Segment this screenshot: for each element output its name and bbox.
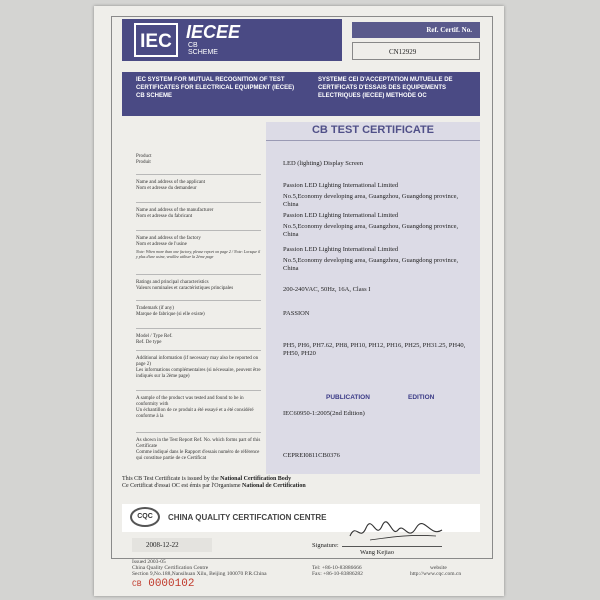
- footer-issued: Issued 2003-05: [132, 559, 166, 565]
- footer-fax: Fax: +86-10-83886282: [312, 571, 363, 577]
- label-trademark: Trademark (if any) Marque de fabrique (si elle existe): [136, 306, 205, 317]
- value-standard: IEC60950-1:2005(2nd Edition): [283, 410, 365, 417]
- divider: [136, 432, 261, 433]
- label-product: Product Produit: [136, 154, 152, 165]
- label-test-report: As shown in the Test Report Ref. No. which forms part of this Certificate Comme indiqué dans le Rapport d'essais numéro de référence qui constitue partie de ce Certificat: [136, 438, 261, 461]
- label-additional-info: Additional information (if necessary may also be reported on page 2) Les informations complémentaires (si nécessaire, peuvent être indiqués sur la 2ème page): [136, 356, 261, 379]
- certificate-title: CB TEST CERTIFICATE: [311, 124, 434, 136]
- ref-certif-value: CN12929: [352, 42, 480, 60]
- signature-label: Signature:: [312, 542, 339, 549]
- title-divider: [266, 140, 480, 141]
- footer-website-label: website: [430, 565, 447, 571]
- value-factory: Passion LED Lighting International Limited No.5,Economy developing area, Guangzhou, Guangdong province, China: [283, 246, 459, 272]
- divider: [136, 230, 261, 231]
- signatory-name: Wang Kejiao: [360, 549, 394, 556]
- value-ratings: 200-240VAC, 50Hz, 16A, Class I: [283, 286, 371, 293]
- signature-scrawl: [346, 518, 446, 546]
- divider: [136, 350, 261, 351]
- divider: [136, 202, 261, 203]
- value-model: PH5, PH6, PH7.62, PH8, PH10, PH12, PH16, PH25, PH31.25, PH40, PH50, PH20: [283, 342, 466, 357]
- iecee-logo-text: IECEE: [186, 22, 241, 42]
- scheme-logo-text: SCHEME: [188, 49, 218, 56]
- ref-certif-label: Ref. Certif. No.: [352, 22, 480, 38]
- divider: [136, 328, 261, 329]
- cqc-name: CHINA QUALITY CERTIFCATION CENTRE: [168, 513, 327, 522]
- label-model: Model / Type Ref. Ref. De type: [136, 334, 173, 345]
- system-title-en: IEC SYSTEM FOR MUTUAL RECOGNITION OF TEST CERTIFICATES FOR ELECTRICAL EQUIPMENT (IECEE) CB SCHEME: [136, 77, 295, 99]
- issuance-statement: This CB Test Certificate is issued by the National Certification Body Ce Certificat d'essai OC est émis par l'Organisme National de Certification: [122, 476, 306, 489]
- value-applicant: Passion LED Lighting International Limited No.5,Economy developing area, Guangzhou, Guangdong province, China: [283, 182, 459, 208]
- publication-header: PUBLICATION: [326, 394, 370, 401]
- cb-logo-text: CB: [188, 42, 198, 49]
- cqc-logo: CQC: [130, 507, 160, 527]
- value-test-report: CEPREI0811CB0376: [283, 452, 340, 459]
- label-factory: Name and address of the factory Nom et adresse de l'usine Note: When more than one factory, please report on page 2 / Note: Lorsque il y plus d'une usine, veuillez utiliser la 2ème page: [136, 236, 261, 259]
- divider: [136, 174, 261, 175]
- value-manufacturer: Passion LED Lighting International Limited No.5,Economy developing area, Guangzhou, Guangdong province, China: [283, 212, 459, 238]
- label-conformity: A sample of the product was tested and found to be in conformity with Un échantillon de ce produit a été essayé et a été considéré conforme à la: [136, 396, 254, 419]
- divider: [136, 274, 261, 275]
- footer-tel: Tel: +86-10-83886666: [312, 565, 362, 571]
- system-title-fr: SYSTEME CEI D'ACCEPTATION MUTUELLE DE CERTIFICATS D'ESSAIS DES EQUIPEMENTS ELECTRIQUES (IECEE) METHODE OC: [318, 77, 453, 99]
- iec-logo: IEC: [134, 23, 178, 57]
- serial-number: CB 0000102: [132, 578, 195, 590]
- edition-header: EDITION: [408, 394, 435, 401]
- footer-org: China Quality Certification Centre: [132, 565, 209, 571]
- label-manufacturer: Name and address of the manufacturer Nom et adresse du fabricant: [136, 208, 214, 219]
- footer-address: Section 9,No.188,Nansihuan Xilu, Beijing 100070 P.R.China: [132, 571, 267, 577]
- label-ratings: Ratings and principal characteristics Valeurs nominales et caractéristiques principales: [136, 280, 234, 291]
- signature-line: [342, 546, 442, 547]
- divider: [136, 390, 261, 391]
- values-panel: [266, 122, 480, 474]
- divider: [136, 300, 261, 301]
- footer-website[interactable]: http://www.cqc.com.cn: [410, 571, 462, 577]
- label-applicant: Name and address of the applicant Nom et adresse du demandeur: [136, 180, 206, 191]
- value-trademark: PASSION: [283, 310, 310, 317]
- issue-date: 2008-12-22: [132, 538, 212, 552]
- value-product: LED (lighting) Display Screen: [283, 160, 363, 167]
